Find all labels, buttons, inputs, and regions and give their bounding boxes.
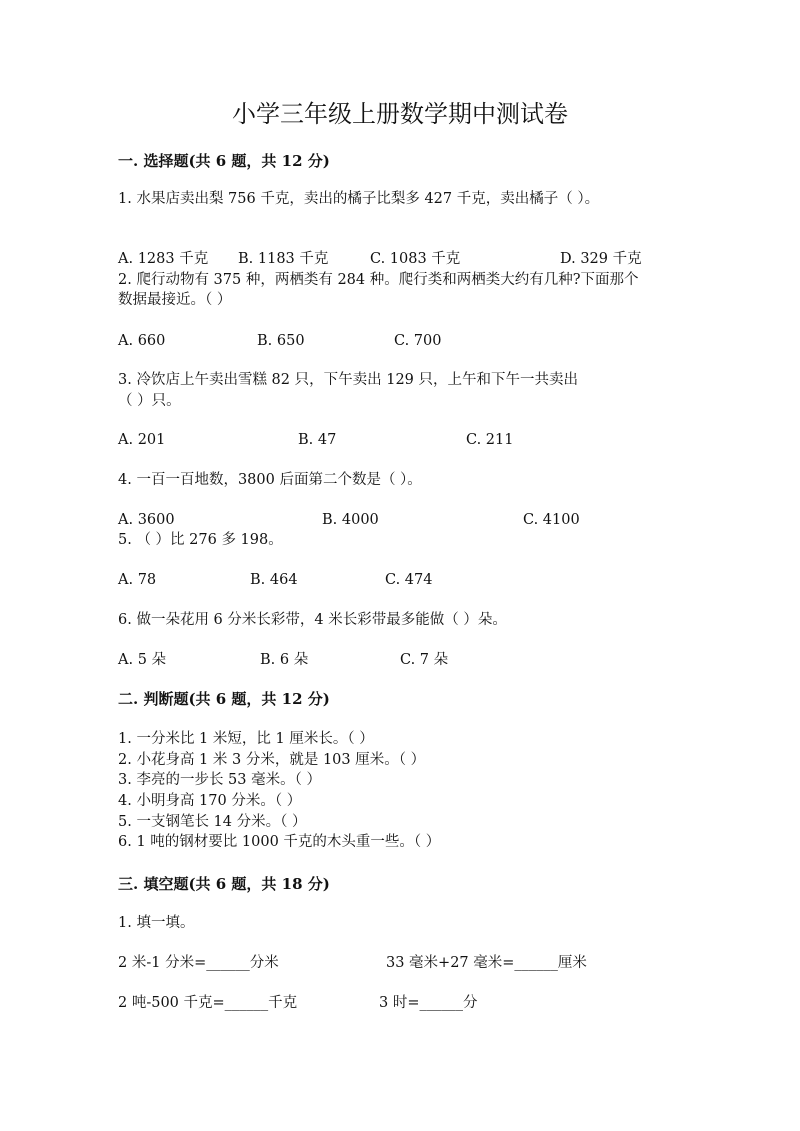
judgement-item: 4. 小明身高 170 分米。（ ） bbox=[118, 793, 302, 809]
option-a: A. 201 bbox=[118, 432, 166, 448]
question-text: 5. （ ）比 276 多 198。 bbox=[118, 532, 283, 548]
option-a: A. 1283 千克 bbox=[118, 251, 209, 267]
option-c: C. 1083 千克 bbox=[370, 251, 461, 267]
section-heading-judgement: 二. 判断题(共 6 题，共 12 分) bbox=[118, 690, 330, 708]
option-c: C. 4100 bbox=[523, 512, 580, 528]
option-c: C. 474 bbox=[385, 572, 433, 588]
section-heading-choice: 一. 选择题(共 6 题，共 12 分) bbox=[118, 152, 330, 170]
option-b: B. 47 bbox=[298, 432, 337, 448]
option-a: A. 3600 bbox=[118, 512, 175, 528]
question-text: 1. 水果店卖出梨 756 千克，卖出的橘子比梨多 427 千克，卖出橘子（ ）。 bbox=[118, 191, 600, 207]
option-b: B. 6 朵 bbox=[260, 652, 309, 668]
option-c: C. 211 bbox=[466, 432, 514, 448]
fill-blank-item: 33 毫米+27 毫米=______厘米 bbox=[386, 955, 587, 971]
judgement-item: 6. 1 吨的钢材要比 1000 千克的木头重一些。（ ） bbox=[118, 834, 441, 850]
option-b: B. 4000 bbox=[322, 512, 379, 528]
judgement-item: 5. 一支钢笔长 14 分米。（ ） bbox=[118, 814, 307, 830]
fill-blank-item: 2 吨-500 千克=______千克 bbox=[118, 995, 298, 1011]
fill-blank-item: 2 米-1 分米=______分米 bbox=[118, 955, 279, 971]
option-b: B. 650 bbox=[257, 333, 305, 349]
question-text: 2. 爬行动物有 375 种，两栖类有 284 种。爬行类和两栖类大约有几种?下面那个 bbox=[118, 272, 639, 288]
fill-blank-item: 3 时=______分 bbox=[379, 995, 478, 1011]
judgement-item: 2. 小花身高 1 米 3 分米，就是 103 厘米。（ ） bbox=[118, 752, 426, 768]
option-b: B. 464 bbox=[250, 572, 298, 588]
question-text-continued: （ ）只。 bbox=[118, 393, 181, 409]
question-text: 6. 做一朵花用 6 分米长彩带，4 米长彩带最多能做（ ）朵。 bbox=[118, 612, 507, 628]
page-title: 小学三年级上册数学期中测试卷 bbox=[232, 100, 568, 128]
judgement-item: 1. 一分米比 1 米短，比 1 厘米长。（ ） bbox=[118, 731, 374, 747]
option-c: C. 7 朵 bbox=[400, 652, 449, 668]
question-text-continued: 数据最接近。（ ） bbox=[118, 292, 232, 308]
question-text: 3. 冷饮店上午卖出雪糕 82 只，下午卖出 129 只，上午和下午一共卖出 bbox=[118, 372, 579, 388]
question-text: 4. 一百一百地数，3800 后面第二个数是（ ）。 bbox=[118, 472, 422, 488]
judgement-item: 3. 李亮的一步长 53 毫米。（ ） bbox=[118, 772, 321, 788]
section-heading-fill-blank: 三. 填空题(共 6 题，共 18 分) bbox=[118, 875, 330, 893]
option-a: A. 5 朵 bbox=[118, 652, 167, 668]
option-d: D. 329 千克 bbox=[560, 251, 642, 267]
option-c: C. 700 bbox=[394, 333, 442, 349]
option-a: A. 78 bbox=[118, 572, 157, 588]
option-a: A. 660 bbox=[118, 333, 166, 349]
question-text: 1. 填一填。 bbox=[118, 915, 195, 931]
option-b: B. 1183 千克 bbox=[238, 251, 329, 267]
